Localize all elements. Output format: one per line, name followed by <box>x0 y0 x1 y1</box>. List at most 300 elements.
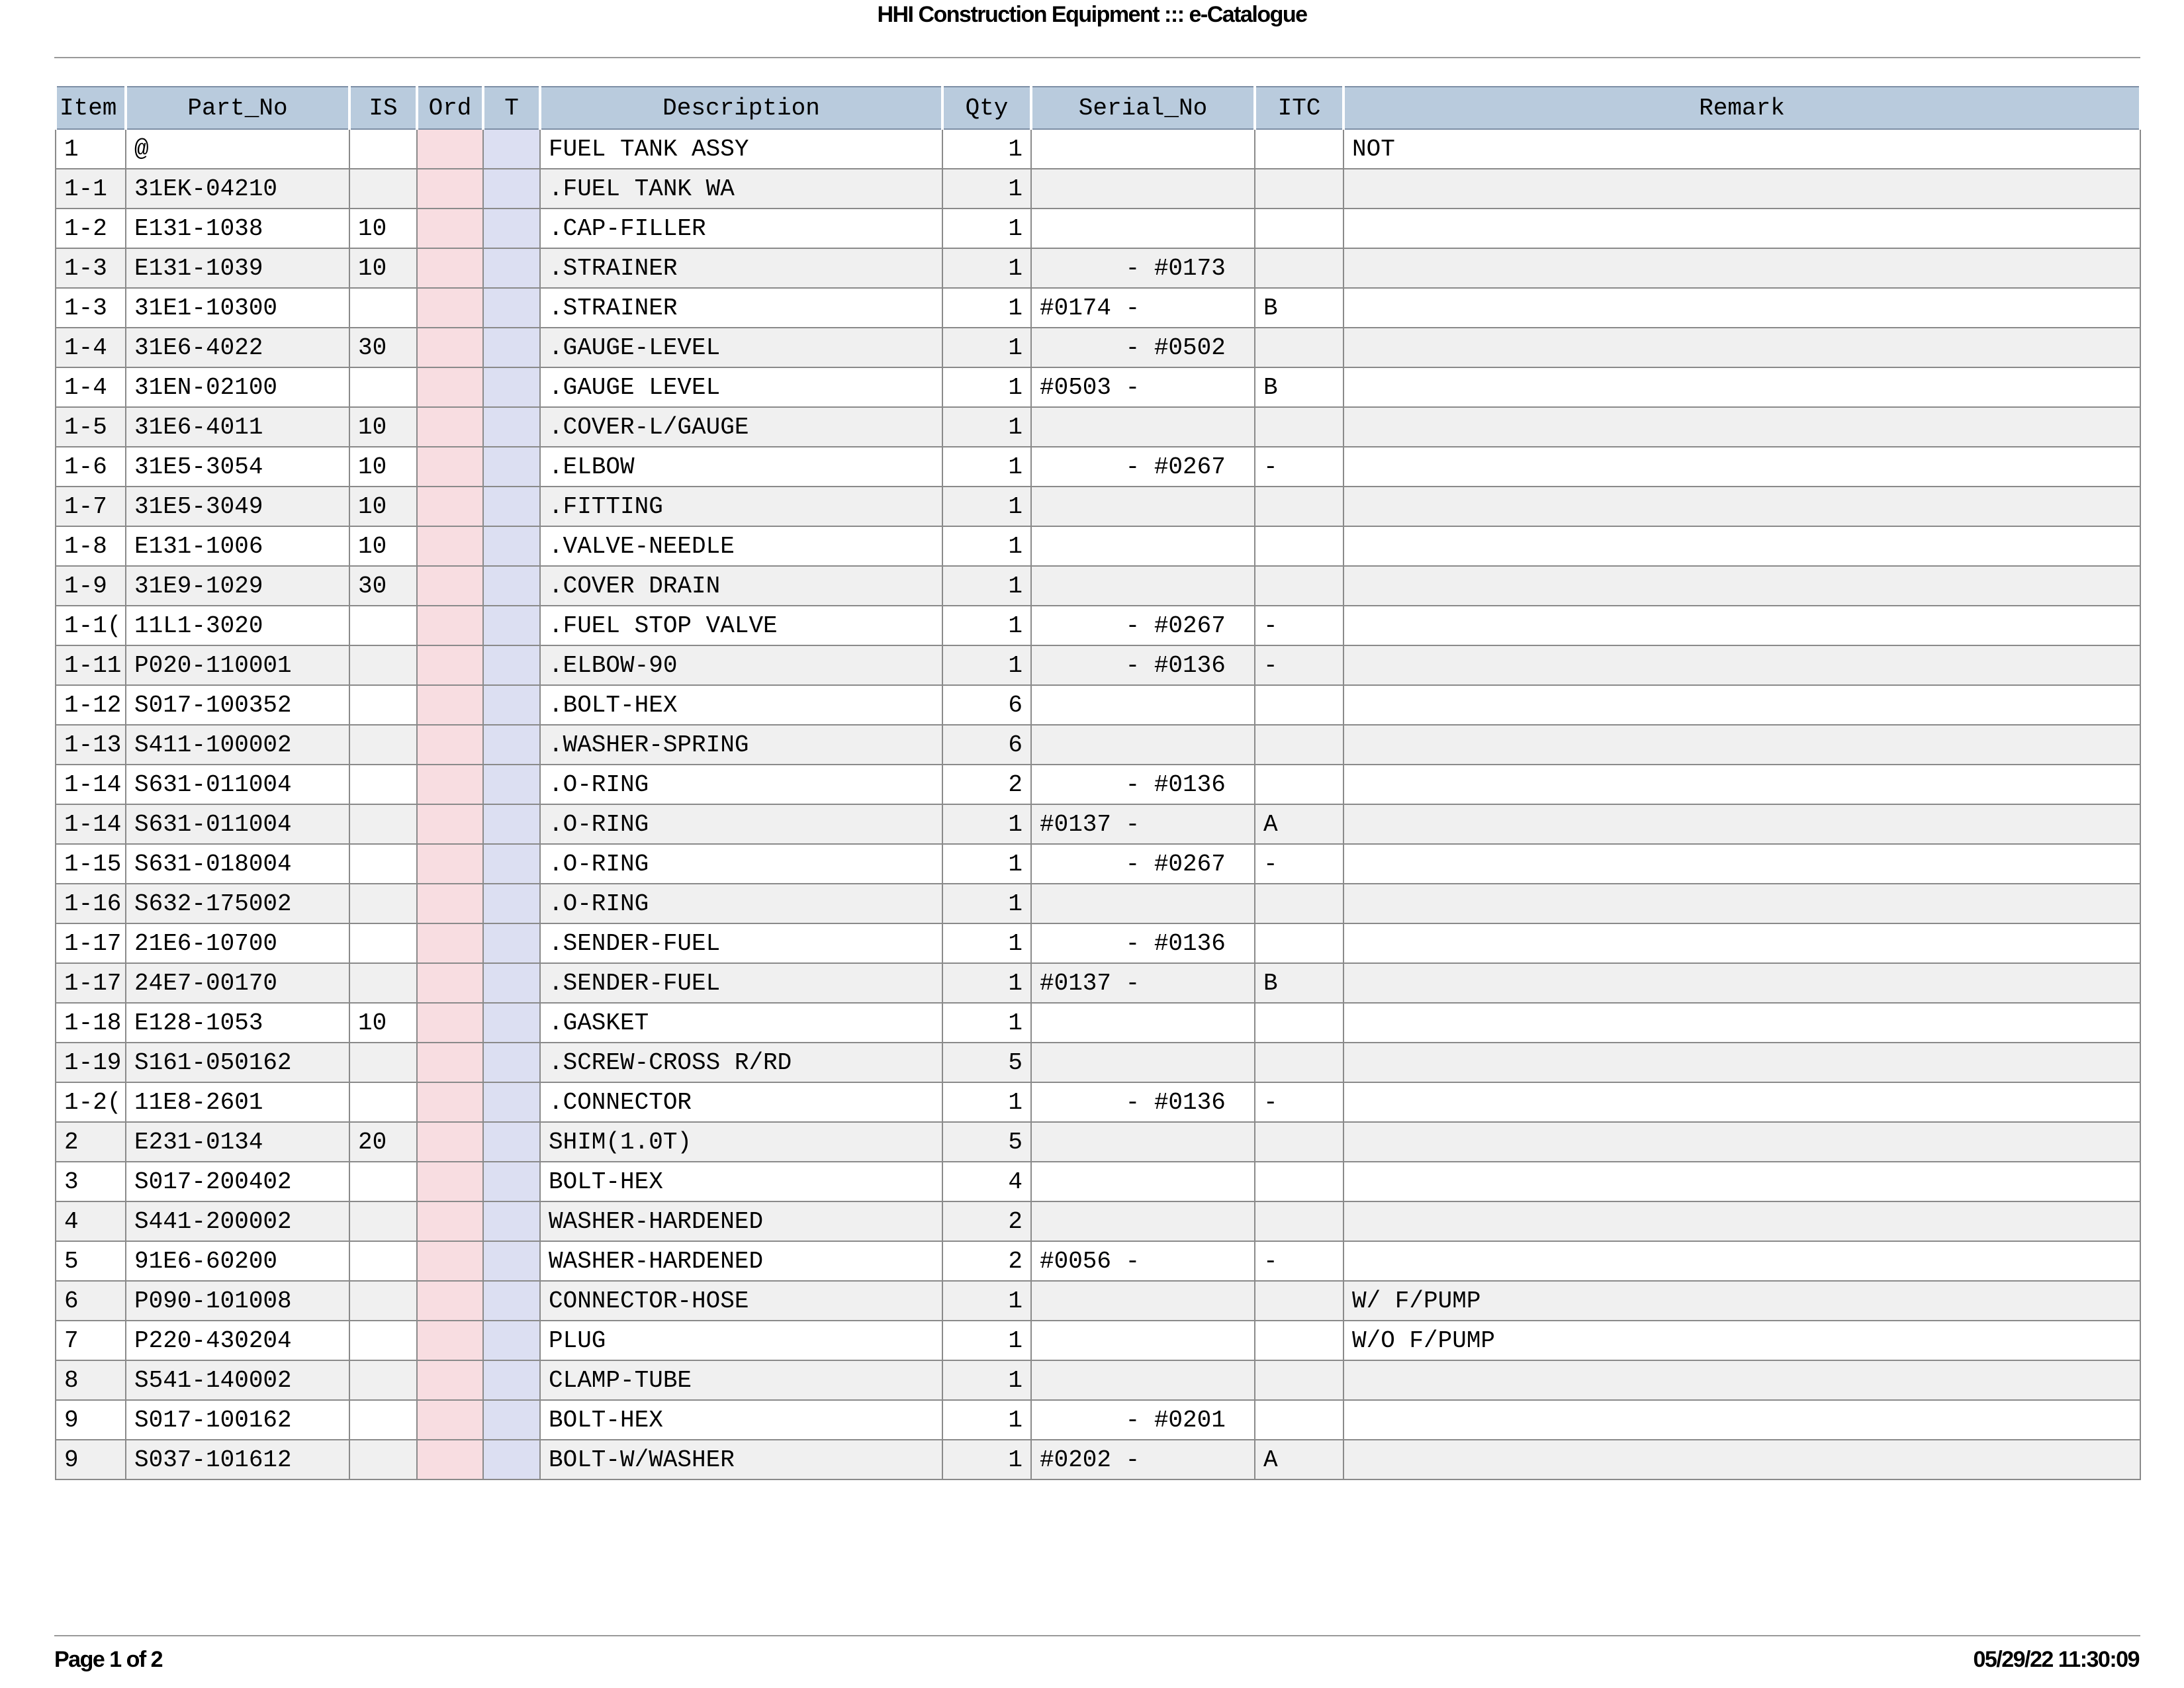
cell-qty: 1 <box>942 1360 1031 1400</box>
cell-ord <box>417 923 483 963</box>
cell-part-no: 31EN-02100 <box>126 367 349 407</box>
table-row <box>56 1400 2140 1440</box>
cell-serial-no: - #0136 <box>1031 1082 1255 1122</box>
cell-qty: 1 <box>942 1321 1031 1360</box>
cell-ord <box>417 1201 483 1241</box>
cell-qty: 1 <box>942 606 1031 645</box>
cell-description: .GAUGE-LEVEL <box>540 328 942 367</box>
cell-is <box>349 288 417 328</box>
cell-part-no: @ <box>126 129 349 169</box>
cell-serial-no: #0137 - <box>1031 804 1255 844</box>
cell-part-no: 21E6-10700 <box>126 923 349 963</box>
table-row <box>56 129 2140 169</box>
cell-serial-no: #0137 - <box>1031 963 1255 1003</box>
table-row <box>56 288 2140 328</box>
cell-t <box>483 923 540 963</box>
cell-is <box>349 685 417 725</box>
cell-itc <box>1255 407 1343 447</box>
cell-part-no: S411-100002 <box>126 725 349 765</box>
table-row <box>56 963 2140 1003</box>
cell-part-no: E128-1053 <box>126 1003 349 1043</box>
cell-description: .CAP-FILLER <box>540 209 942 248</box>
cell-item: 8 <box>56 1360 126 1400</box>
table-row <box>56 1003 2140 1043</box>
cell-itc <box>1255 248 1343 288</box>
cell-ord <box>417 1241 483 1281</box>
cell-is <box>349 1281 417 1321</box>
page-indicator: Page 1 of 2 <box>54 1647 163 1672</box>
table-header <box>56 87 2140 129</box>
cell-qty: 1 <box>942 566 1031 606</box>
cell-item: 1-1( <box>56 606 126 645</box>
cell-serial-no <box>1031 1162 1255 1201</box>
cell-remark <box>1343 804 2140 844</box>
cell-t <box>483 487 540 526</box>
cell-item: 9 <box>56 1400 126 1440</box>
cell-ord <box>417 209 483 248</box>
table-row <box>56 1082 2140 1122</box>
cell-itc <box>1255 209 1343 248</box>
cell-item: 1-1 <box>56 169 126 209</box>
cell-item: 1-4 <box>56 328 126 367</box>
column-header-is: IS <box>349 87 417 129</box>
table-row <box>56 447 2140 487</box>
cell-description: .COVER DRAIN <box>540 566 942 606</box>
cell-t <box>483 328 540 367</box>
cell-itc <box>1255 1201 1343 1241</box>
cell-description: .BOLT-HEX <box>540 685 942 725</box>
cell-serial-no: - #0136 <box>1031 765 1255 804</box>
cell-description: .O-RING <box>540 844 942 884</box>
bottom-divider <box>54 1635 2140 1636</box>
table-row <box>56 1440 2140 1479</box>
cell-t <box>483 367 540 407</box>
cell-description: PLUG <box>540 1321 942 1360</box>
cell-qty: 1 <box>942 367 1031 407</box>
table-row <box>56 725 2140 765</box>
cell-part-no: 91E6-60200 <box>126 1241 349 1281</box>
cell-qty: 1 <box>942 804 1031 844</box>
cell-itc <box>1255 1400 1343 1440</box>
cell-part-no: 31E5-3054 <box>126 447 349 487</box>
cell-is: 10 <box>349 407 417 447</box>
cell-part-no: 11L1-3020 <box>126 606 349 645</box>
cell-part-no: P020-110001 <box>126 645 349 685</box>
cell-serial-no <box>1031 1321 1255 1360</box>
cell-ord <box>417 1321 483 1360</box>
cell-ord <box>417 1360 483 1400</box>
cell-qty: 2 <box>942 1241 1031 1281</box>
table-row <box>56 248 2140 288</box>
cell-qty: 1 <box>942 963 1031 1003</box>
cell-remark <box>1343 209 2140 248</box>
table-row <box>56 804 2140 844</box>
cell-qty: 5 <box>942 1043 1031 1082</box>
cell-ord <box>417 248 483 288</box>
cell-item: 1-14 <box>56 765 126 804</box>
cell-qty: 1 <box>942 1082 1031 1122</box>
cell-t <box>483 1440 540 1479</box>
cell-itc <box>1255 526 1343 566</box>
table-row <box>56 169 2140 209</box>
cell-t <box>483 1241 540 1281</box>
table-row <box>56 844 2140 884</box>
cell-t <box>483 1122 540 1162</box>
cell-t <box>483 209 540 248</box>
cell-ord <box>417 566 483 606</box>
cell-serial-no: - #0502 <box>1031 328 1255 367</box>
table-row <box>56 566 2140 606</box>
cell-part-no: S161-050162 <box>126 1043 349 1082</box>
cell-qty: 1 <box>942 1440 1031 1479</box>
cell-qty: 1 <box>942 1281 1031 1321</box>
page-title: HHI Construction Equipment ::: e-Catalogue <box>877 2 1307 27</box>
table-row <box>56 1122 2140 1162</box>
cell-remark <box>1343 606 2140 645</box>
cell-part-no: S017-100352 <box>126 685 349 725</box>
cell-description: .ELBOW <box>540 447 942 487</box>
cell-is <box>349 963 417 1003</box>
cell-remark: NOT <box>1343 129 2140 169</box>
cell-qty: 1 <box>942 645 1031 685</box>
cell-serial-no <box>1031 407 1255 447</box>
cell-t <box>483 606 540 645</box>
cell-itc <box>1255 129 1343 169</box>
cell-remark <box>1343 923 2140 963</box>
cell-item: 1-11 <box>56 645 126 685</box>
cell-remark <box>1343 1241 2140 1281</box>
cell-qty: 6 <box>942 685 1031 725</box>
cell-qty: 1 <box>942 487 1031 526</box>
cell-remark <box>1343 1082 2140 1122</box>
cell-qty: 1 <box>942 328 1031 367</box>
cell-is: 30 <box>349 328 417 367</box>
cell-is <box>349 129 417 169</box>
cell-itc <box>1255 1162 1343 1201</box>
cell-ord <box>417 606 483 645</box>
cell-part-no: E131-1039 <box>126 248 349 288</box>
column-header-qty: Qty <box>942 87 1031 129</box>
cell-t <box>483 1162 540 1201</box>
cell-item: 1-17 <box>56 963 126 1003</box>
cell-description: .COVER-L/GAUGE <box>540 407 942 447</box>
cell-part-no: E131-1038 <box>126 209 349 248</box>
column-header-serial-no: Serial_No <box>1031 87 1255 129</box>
table-row <box>56 1162 2140 1201</box>
cell-remark <box>1343 487 2140 526</box>
cell-serial-no <box>1031 1201 1255 1241</box>
cell-description: .O-RING <box>540 765 942 804</box>
cell-description: .GASKET <box>540 1003 942 1043</box>
cell-itc: - <box>1255 606 1343 645</box>
cell-serial-no: - #0136 <box>1031 645 1255 685</box>
cell-qty: 1 <box>942 1003 1031 1043</box>
cell-serial-no <box>1031 1281 1255 1321</box>
table-row <box>56 685 2140 725</box>
cell-ord <box>417 1043 483 1082</box>
cell-part-no: S541-140002 <box>126 1360 349 1400</box>
cell-is: 10 <box>349 487 417 526</box>
cell-remark <box>1343 685 2140 725</box>
cell-item: 6 <box>56 1281 126 1321</box>
cell-serial-no: - #0267 <box>1031 606 1255 645</box>
cell-part-no: S632-175002 <box>126 884 349 923</box>
cell-t <box>483 288 540 328</box>
cell-itc <box>1255 1122 1343 1162</box>
cell-ord <box>417 645 483 685</box>
cell-remark <box>1343 367 2140 407</box>
cell-part-no: 31E5-3049 <box>126 487 349 526</box>
cell-description: BOLT-W/WASHER <box>540 1440 942 1479</box>
cell-itc <box>1255 884 1343 923</box>
cell-item: 1-14 <box>56 804 126 844</box>
cell-item: 1-12 <box>56 685 126 725</box>
cell-itc: B <box>1255 963 1343 1003</box>
cell-description: .FUEL STOP VALVE <box>540 606 942 645</box>
cell-qty: 1 <box>942 129 1031 169</box>
cell-remark <box>1343 765 2140 804</box>
cell-t <box>483 963 540 1003</box>
cell-t <box>483 685 540 725</box>
cell-qty: 1 <box>942 209 1031 248</box>
cell-serial-no: #0174 - <box>1031 288 1255 328</box>
cell-is <box>349 1400 417 1440</box>
cell-is: 10 <box>349 526 417 566</box>
cell-remark <box>1343 288 2140 328</box>
cell-qty: 1 <box>942 526 1031 566</box>
table-row <box>56 606 2140 645</box>
cell-ord <box>417 169 483 209</box>
cell-item: 1-3 <box>56 288 126 328</box>
cell-serial-no <box>1031 1122 1255 1162</box>
table-row <box>56 526 2140 566</box>
cell-ord <box>417 526 483 566</box>
cell-part-no: S631-018004 <box>126 844 349 884</box>
table-row <box>56 1043 2140 1082</box>
cell-part-no: 11E8-2601 <box>126 1082 349 1122</box>
cell-t <box>483 169 540 209</box>
cell-serial-no <box>1031 526 1255 566</box>
cell-item: 5 <box>56 1241 126 1281</box>
cell-t <box>483 526 540 566</box>
cell-part-no: 31E9-1029 <box>126 566 349 606</box>
cell-item: 9 <box>56 1440 126 1479</box>
cell-item: 1-7 <box>56 487 126 526</box>
cell-ord <box>417 1082 483 1122</box>
cell-itc <box>1255 923 1343 963</box>
cell-serial-no <box>1031 169 1255 209</box>
cell-is <box>349 606 417 645</box>
cell-item: 1-13 <box>56 725 126 765</box>
cell-part-no: S017-100162 <box>126 1400 349 1440</box>
cell-serial-no <box>1031 725 1255 765</box>
cell-remark <box>1343 169 2140 209</box>
cell-qty: 5 <box>942 1122 1031 1162</box>
cell-ord <box>417 407 483 447</box>
cell-ord <box>417 963 483 1003</box>
cell-remark <box>1343 1440 2140 1479</box>
cell-qty: 1 <box>942 884 1031 923</box>
cell-ord <box>417 129 483 169</box>
cell-remark <box>1343 566 2140 606</box>
cell-remark <box>1343 1162 2140 1201</box>
cell-is <box>349 1082 417 1122</box>
cell-description: BOLT-HEX <box>540 1400 942 1440</box>
cell-is <box>349 765 417 804</box>
cell-t <box>483 129 540 169</box>
cell-ord <box>417 487 483 526</box>
cell-part-no: S441-200002 <box>126 1201 349 1241</box>
cell-t <box>483 447 540 487</box>
cell-remark <box>1343 1122 2140 1162</box>
cell-description: CONNECTOR-HOSE <box>540 1281 942 1321</box>
cell-itc <box>1255 328 1343 367</box>
cell-is <box>349 1162 417 1201</box>
print-timestamp: 05/29/22 11:30:09 <box>1973 1647 2139 1672</box>
cell-itc: - <box>1255 1241 1343 1281</box>
cell-description: WASHER-HARDENED <box>540 1201 942 1241</box>
cell-qty: 1 <box>942 447 1031 487</box>
cell-remark <box>1343 844 2140 884</box>
cell-is <box>349 1201 417 1241</box>
cell-is: 10 <box>349 1003 417 1043</box>
cell-itc: - <box>1255 1082 1343 1122</box>
cell-itc <box>1255 765 1343 804</box>
cell-item: 1-3 <box>56 248 126 288</box>
cell-ord <box>417 725 483 765</box>
cell-ord <box>417 884 483 923</box>
cell-description: .SENDER-FUEL <box>540 963 942 1003</box>
cell-item: 4 <box>56 1201 126 1241</box>
cell-item: 2 <box>56 1122 126 1162</box>
column-header-remark: Remark <box>1343 87 2140 129</box>
cell-qty: 1 <box>942 248 1031 288</box>
cell-t <box>483 844 540 884</box>
cell-qty: 4 <box>942 1162 1031 1201</box>
cell-item: 1-15 <box>56 844 126 884</box>
cell-serial-no: #0056 - <box>1031 1241 1255 1281</box>
cell-serial-no <box>1031 209 1255 248</box>
cell-itc <box>1255 566 1343 606</box>
cell-ord <box>417 447 483 487</box>
cell-ord <box>417 1122 483 1162</box>
table-row <box>56 1201 2140 1241</box>
cell-item: 1-19 <box>56 1043 126 1082</box>
cell-remark <box>1343 1201 2140 1241</box>
cell-t <box>483 407 540 447</box>
cell-description: .ELBOW-90 <box>540 645 942 685</box>
cell-is <box>349 884 417 923</box>
cell-ord <box>417 288 483 328</box>
cell-qty: 1 <box>942 169 1031 209</box>
cell-ord <box>417 765 483 804</box>
cell-itc <box>1255 1360 1343 1400</box>
cell-is <box>349 844 417 884</box>
cell-itc: - <box>1255 447 1343 487</box>
cell-is <box>349 804 417 844</box>
column-header-itc: ITC <box>1255 87 1343 129</box>
cell-item: 7 <box>56 1321 126 1360</box>
cell-part-no: 31EK-04210 <box>126 169 349 209</box>
cell-description: .SENDER-FUEL <box>540 923 942 963</box>
cell-part-no: 31E6-4022 <box>126 328 349 367</box>
cell-is <box>349 1241 417 1281</box>
cell-description: .O-RING <box>540 884 942 923</box>
cell-remark <box>1343 1400 2140 1440</box>
cell-itc <box>1255 1281 1343 1321</box>
table-row <box>56 645 2140 685</box>
cell-t <box>483 645 540 685</box>
table-row <box>56 487 2140 526</box>
cell-t <box>483 804 540 844</box>
cell-itc <box>1255 1321 1343 1360</box>
cell-remark <box>1343 963 2140 1003</box>
cell-item: 1-4 <box>56 367 126 407</box>
cell-remark <box>1343 248 2140 288</box>
cell-remark <box>1343 328 2140 367</box>
cell-description: .O-RING <box>540 804 942 844</box>
cell-serial-no: - #0267 <box>1031 844 1255 884</box>
cell-t <box>483 884 540 923</box>
cell-is: 10 <box>349 447 417 487</box>
cell-is: 20 <box>349 1122 417 1162</box>
cell-description: BOLT-HEX <box>540 1162 942 1201</box>
cell-item: 1-5 <box>56 407 126 447</box>
cell-ord <box>417 1440 483 1479</box>
cell-is <box>349 1360 417 1400</box>
cell-is: 10 <box>349 209 417 248</box>
cell-description: .FUEL TANK WA <box>540 169 942 209</box>
cell-qty: 1 <box>942 923 1031 963</box>
cell-t <box>483 1281 540 1321</box>
cell-ord <box>417 1400 483 1440</box>
cell-qty: 2 <box>942 1201 1031 1241</box>
cell-part-no: 31E1-10300 <box>126 288 349 328</box>
cell-qty: 1 <box>942 844 1031 884</box>
cell-part-no: 31E6-4011 <box>126 407 349 447</box>
cell-description: WASHER-HARDENED <box>540 1241 942 1281</box>
cell-is <box>349 1043 417 1082</box>
cell-serial-no: - #0201 <box>1031 1400 1255 1440</box>
cell-ord <box>417 1281 483 1321</box>
cell-qty: 1 <box>942 288 1031 328</box>
cell-ord <box>417 328 483 367</box>
cell-qty: 1 <box>942 407 1031 447</box>
table-row <box>56 407 2140 447</box>
cell-itc: A <box>1255 804 1343 844</box>
cell-serial-no: #0202 - <box>1031 1440 1255 1479</box>
cell-description: .STRAINER <box>540 248 942 288</box>
cell-qty: 6 <box>942 725 1031 765</box>
cell-remark <box>1343 447 2140 487</box>
cell-t <box>483 1201 540 1241</box>
top-divider <box>54 57 2140 58</box>
cell-part-no: P220-430204 <box>126 1321 349 1360</box>
cell-itc: - <box>1255 844 1343 884</box>
cell-part-no: S631-011004 <box>126 804 349 844</box>
column-header-item: Item <box>56 87 126 129</box>
cell-itc <box>1255 685 1343 725</box>
cell-description: CLAMP-TUBE <box>540 1360 942 1400</box>
cell-item: 1-2 <box>56 209 126 248</box>
cell-is <box>349 1440 417 1479</box>
table-row <box>56 1241 2140 1281</box>
cell-item: 1-8 <box>56 526 126 566</box>
cell-item: 1-18 <box>56 1003 126 1043</box>
cell-item: 1-6 <box>56 447 126 487</box>
table-row <box>56 1281 2140 1321</box>
cell-item: 1-2( <box>56 1082 126 1122</box>
